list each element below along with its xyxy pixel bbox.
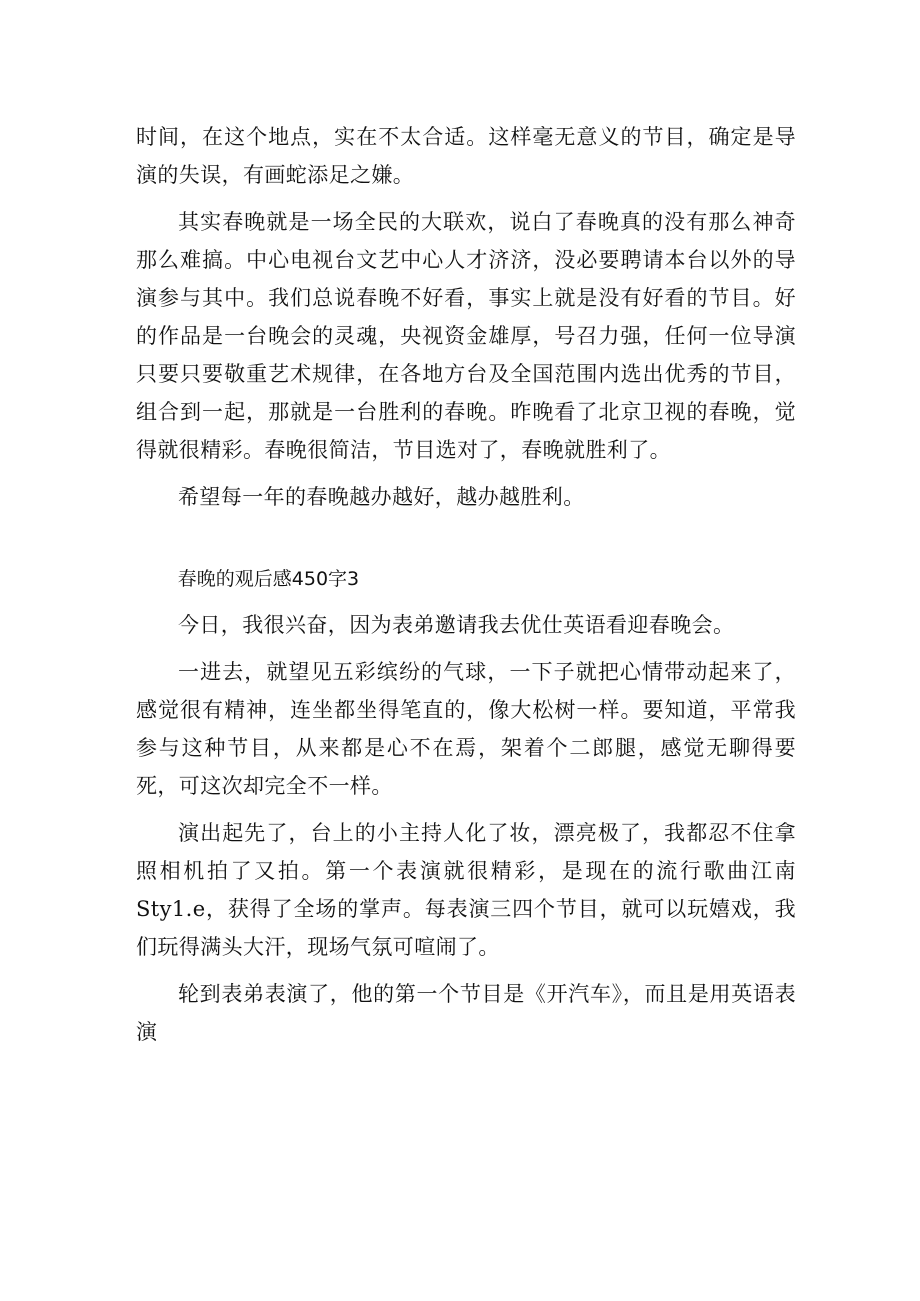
document-body [136,118,796,1051]
section-subtitle: 春晚的观后感450字3 [177,568,360,590]
paragraph-gap [136,966,796,975]
section-gap [136,516,796,561]
paragraph-2: 其实春晚就是一场全民的大联欢，说白了春晚真的没有那么神奇那么难搞。中心电视台文艺中心人才济济，没必要聘请本台以外的导演参与其中。我们总说春晚不好看，事实上就是没有好看的节目。好的作品是一台晚会的灵魂，央视资金雄厚，号召力强，任何一位导演只要只要敬重艺术规律，在各地方台及全国范围内选出优秀的节目，组合到一起，那就是一台胜利的春晚。昨晚看了北京卫视的春晚，觉得就很精彩。春晚很简洁，节目选对了，春晚就胜利了。 [136,210,796,462]
paragraph-gap [136,805,796,814]
paragraph-4: 今日，我很兴奋，因为表弟邀请我去优仕英语看迎春晚会。 [178,613,735,637]
paragraph-1: 时间，在这个地点，实在不太合适。这样毫无意义的节目，确定是导演的失误，有画蛇添足之嫌。 [136,125,796,187]
paragraph-gap [136,644,796,653]
paragraph-gap [136,469,796,478]
paragraph-gap [136,194,796,203]
paragraph-5: 一进去，就望见五彩缤纷的气球，一下子就把心情带动起来了，感觉很有精神，连坐都坐得笔直的，像大松树一样。要知道，平常我参与这种节目，从来都是心不在焉，架着个二郎腿，感觉无聊得要死，可这次却完全不一样。 [136,660,796,798]
paragraph-6: 演出起先了，台上的小主持人化了妆，漂亮极了，我都忍不住拿照相机拍了又拍。第一个表演就很精彩，是现在的流行歌曲江南Sty1.e，获得了全场的掌声。每表演三四个节目，就可以玩嬉戏，我们玩得满头大汗，现场气氛可喧闹了。 [136,821,796,959]
paragraph-3: 希望每一年的春晚越办越好，越办越胜利。 [178,485,585,509]
paragraph-gap [136,597,796,606]
paragraph-7: 轮到表弟表演了，他的第一个节目是《开汽车》，而且是用英语表演 [136,982,796,1044]
